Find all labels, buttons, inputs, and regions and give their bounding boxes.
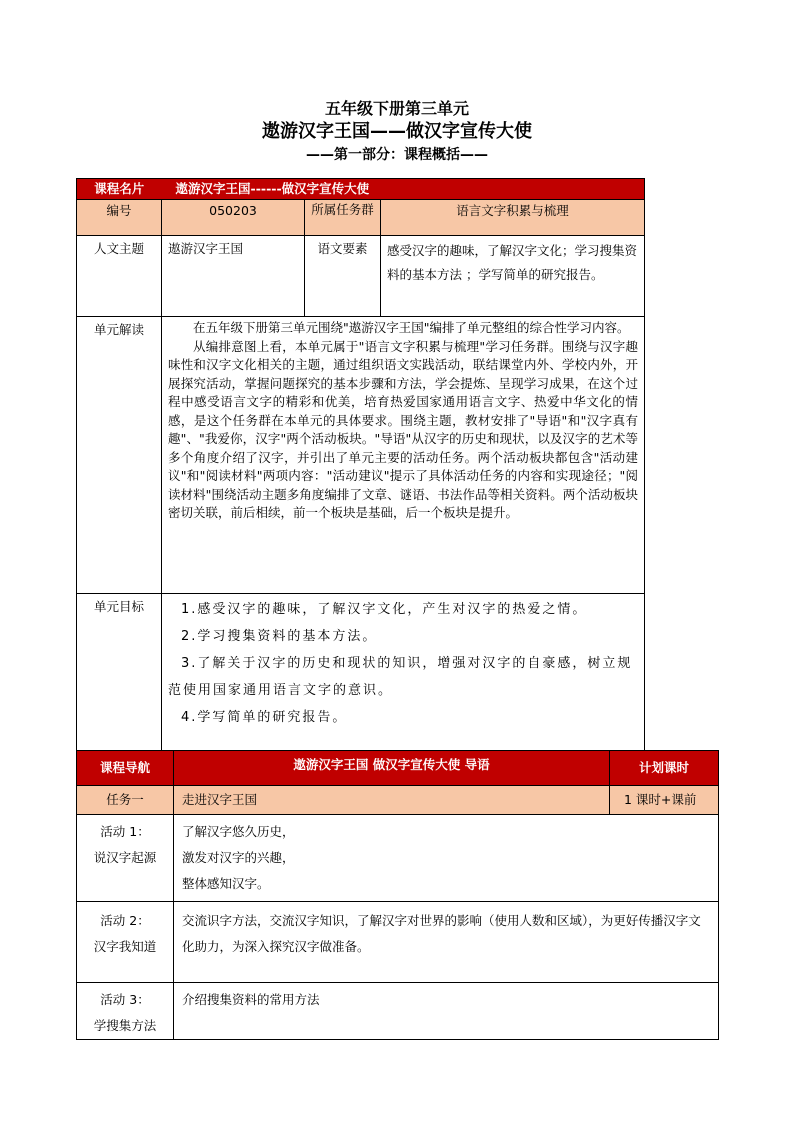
title-grade-unit: 五年级下册第三单元 <box>324 99 469 118</box>
unit-reading-paragraph-2: 从编排意图上看，本单元属于"语言文字积累与梳理"学习任务群。围绕与汉字趣味性和汉字文化相关的主题，通过组织语文实践活动，联结课堂内外、学校内外，开展探究活动，掌握问题探究的基本步骤和方法，学会提炼、呈现学习成果，在这个过程中感受语言文字的精彩和优美，培育热爱国家通用语言文字、热爱中华文化的情感，是这个任务群在本单元的具体要求。围绕主题，教材安排了"导语"和"汉字真有趣"、"我爱你，汉字"两个活动板块。"导语"从汉字的历史和现状，以及汉字的艺术等多个角度介绍了汉字，并引出了单元主要的活动任务。两个活动板块都包含"活动建议"和"阅读材料"两项内容："活动建议"提示了具体活动任务的内容和实现途径；"阅读材料"围绕活动主题多角度编排了文章、谜语、书法作品等相关资料。两个活动板块密切关联，前后相续，前一个板块是基础，后一个板块是提升。 <box>168 338 639 520</box>
humanities-label: 人文主题 <box>77 236 162 317</box>
goal-item: 3.了解关于汉字的历史和现状的知识，增强对汉字的自豪感，树立规范使用国家通用语言文字的意识。 <box>168 656 633 698</box>
activity-name: 学搜集方法 <box>93 1018 157 1033</box>
document-heading <box>0 98 794 166</box>
task1-title: 走进汉字王国 <box>174 786 610 815</box>
activity-description <box>174 815 719 902</box>
task1-hours: 1 课时+课前 <box>610 786 719 815</box>
unit-reading-paragraph-1: 在五年级下册第三单元围绕"遨游汉字王国"编排了单元整组的综合性学习内容。 <box>193 320 630 335</box>
unit-reading-text <box>162 317 645 594</box>
activity-line: 激发对汉字的兴趣， <box>182 850 295 865</box>
course-name-value: 遨游汉字王国------做汉字宣传大使 <box>162 179 645 200</box>
number-label: 编号 <box>77 200 162 236</box>
unit-goal-row <box>77 594 645 751</box>
language-value: 感受汉字的趣味，了解汉字文化；学习搜集资料的基本方法 ；学写简单的研究报告。 <box>381 236 645 317</box>
unit-goal-list <box>162 594 645 751</box>
activity-name: 汉字我知道 <box>93 939 157 954</box>
task-group-value: 语言文字积累与梳理 <box>381 200 645 236</box>
unit-reading-label: 单元解读 <box>77 317 162 594</box>
humanities-value: 遨游汉字王国 <box>162 236 305 317</box>
course-navigation-table <box>76 750 719 1040</box>
activity-description <box>174 902 719 983</box>
activity-number: 活动 2： <box>100 913 150 928</box>
activity-line: 了解汉字悠久历史， <box>182 824 295 839</box>
language-label: 语文要素 <box>305 236 381 317</box>
unit-reading-row <box>77 317 645 594</box>
activity-label <box>77 902 174 983</box>
number-row <box>77 200 645 236</box>
unit-goal-label: 单元目标 <box>77 594 162 751</box>
goal-item: 4.学写简单的研究报告。 <box>181 710 348 725</box>
goal-item: 1.感受汉字的趣味，了解汉字文化，产生对汉字的热爱之情。 <box>181 602 588 617</box>
goal-item: 2.学习搜集资料的基本方法。 <box>181 629 378 644</box>
activity-line: 交流识字方法，交流汉字知识，了解汉字对世界的影响（使用人数和区域），为更好传播汉字文化助力，为深入探究汉字做准备。 <box>182 913 701 954</box>
task-group-label: 所属任务群 <box>305 200 381 236</box>
activity-description <box>174 983 719 1040</box>
number-value: 050203 <box>162 200 305 236</box>
activity-row <box>77 983 719 1040</box>
activity-line: 整体感知汉字。 <box>182 876 270 891</box>
nav-header-row <box>77 751 719 786</box>
nav-label: 课程导航 <box>77 751 174 786</box>
activity-row <box>77 815 719 902</box>
task1-row <box>77 786 719 815</box>
title-part: ——第一部分：课程概括—— <box>306 147 488 163</box>
activity-label <box>77 983 174 1040</box>
plan-hours-label: 计划课时 <box>610 751 719 786</box>
course-name-row <box>77 179 645 200</box>
theme-row <box>77 236 645 317</box>
activity-row <box>77 902 719 983</box>
activity-number: 活动 3： <box>100 992 150 1007</box>
course-overview-table <box>76 178 645 751</box>
nav-title: 遨游汉字王国 做汉字宣传大使 导语 <box>174 751 610 786</box>
activity-number: 活动 1： <box>100 824 150 839</box>
title-main: 遨游汉字王国——做汉字宣传大使 <box>262 121 532 142</box>
activity-line: 介绍搜集资料的常用方法 <box>182 992 320 1007</box>
task1-label: 任务一 <box>77 786 174 815</box>
course-name-label: 课程名片 <box>77 179 162 200</box>
activity-label <box>77 815 174 902</box>
activity-name: 说汉字起源 <box>93 850 157 865</box>
